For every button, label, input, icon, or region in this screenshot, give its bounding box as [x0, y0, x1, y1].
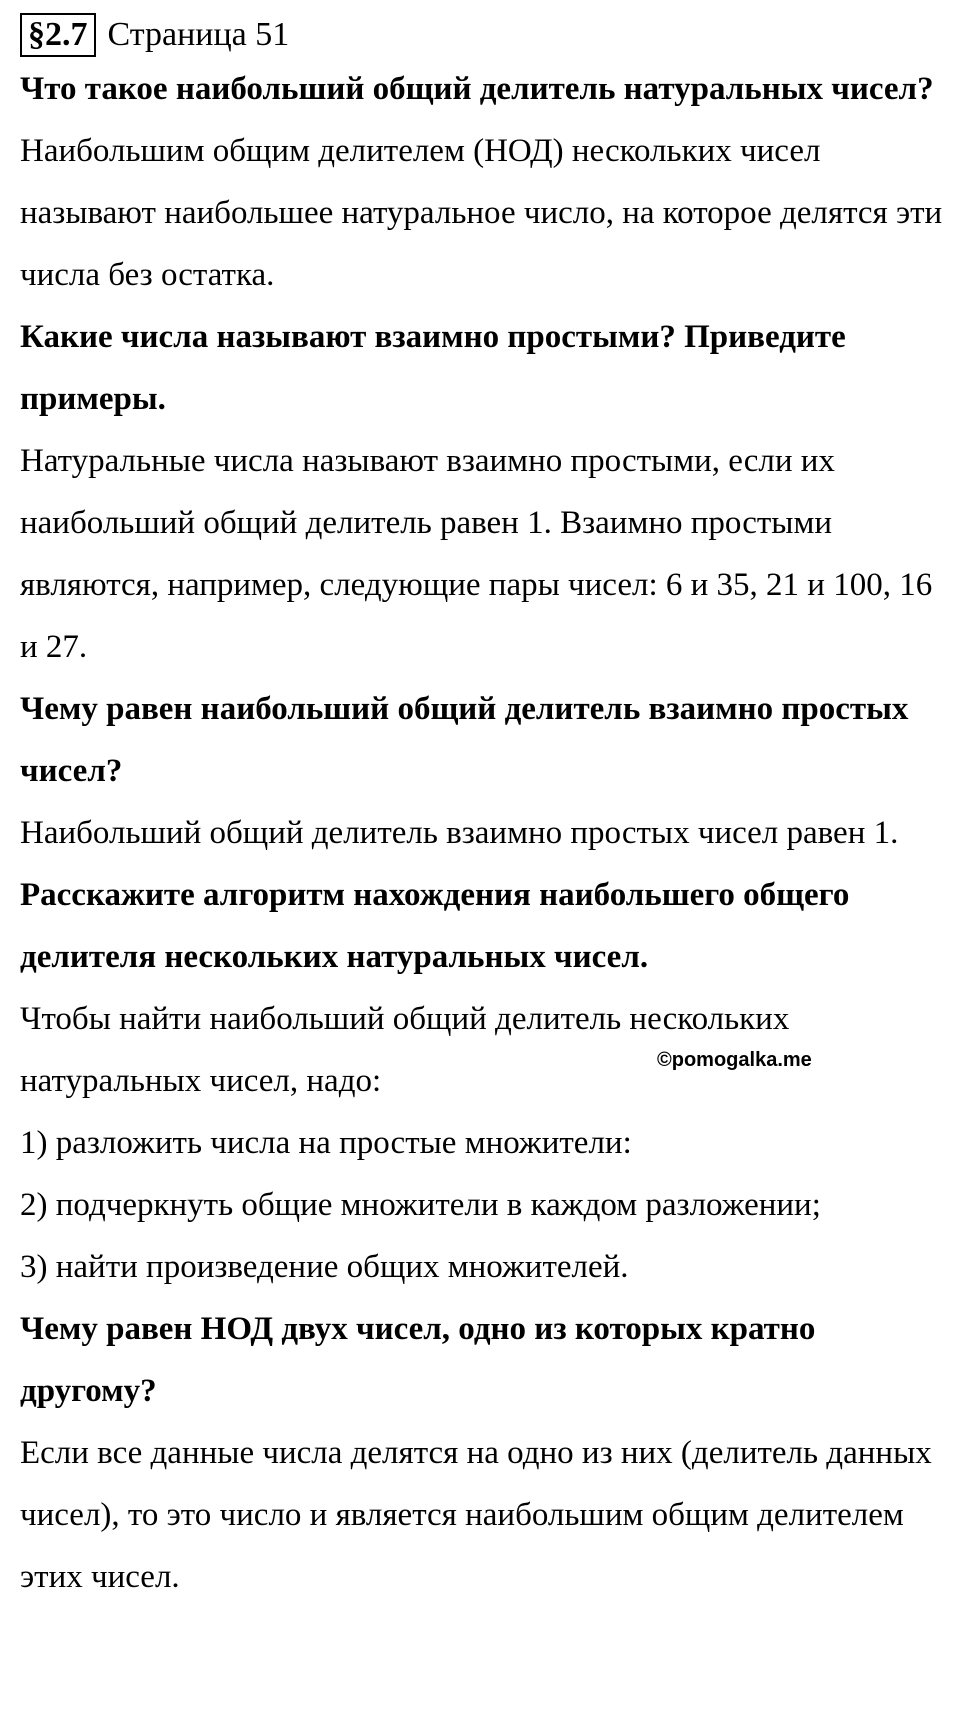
- section-number: §2.7: [20, 13, 96, 57]
- answer-4-intro: Чтобы найти наибольший общий делитель нескольких натуральных чисел, надо:: [20, 1001, 790, 1099]
- question-2: Какие числа называют взаимно простыми? Приведите примеры.: [20, 319, 846, 417]
- page-header: [20, 12, 950, 58]
- question-3: Чему равен наибольший общий делитель взаимно простых чисел?: [20, 691, 909, 789]
- answer-4-step-1: 1) разложить числа на простые множители:: [20, 1125, 632, 1161]
- answer-5: Если все данные числа делятся на одно из них (делитель данных чисел), то это число и является наибольшим общим делителем этих чисел.: [20, 1435, 932, 1595]
- qa-block-4: [20, 864, 950, 1298]
- watermark: ©pomogalka.me: [657, 1049, 812, 1071]
- answer-4-step-2: 2) подчеркнуть общие множители в каждом разложении;: [20, 1187, 821, 1223]
- question-5: Чему равен НОД двух чисел, одно из которых кратно другому?: [20, 1311, 816, 1409]
- qa-block-2: [20, 306, 950, 678]
- qa-block-5: [20, 1298, 950, 1608]
- question-1: Что такое наибольший общий делитель натуральных чисел?: [20, 71, 934, 107]
- answer-2: Натуральные числа называют взаимно простыми, если их наибольший общий делитель равен 1. Взаимно простыми являются, например, следующие пары чисел: 6 и 35, 21 и 100, 16 и 27.: [20, 443, 933, 665]
- page-label: Страница 51: [107, 16, 290, 53]
- qa-block-3: [20, 678, 950, 864]
- question-4: Расскажите алгоритм нахождения наибольшего общего делителя нескольких натуральных чисел.: [20, 877, 850, 975]
- qa-block-1: [20, 58, 950, 306]
- answer-4-step-3: 3) найти произведение общих множителей.: [20, 1249, 629, 1285]
- answer-1: Наибольшим общим делителем (НОД) нескольких чисел называют наибольшее натуральное число, на которое делятся эти числа без остатка.: [20, 133, 943, 293]
- answer-3: Наибольший общий делитель взаимно простых чисел равен 1.: [20, 815, 899, 851]
- document-page: [20, 0, 950, 1608]
